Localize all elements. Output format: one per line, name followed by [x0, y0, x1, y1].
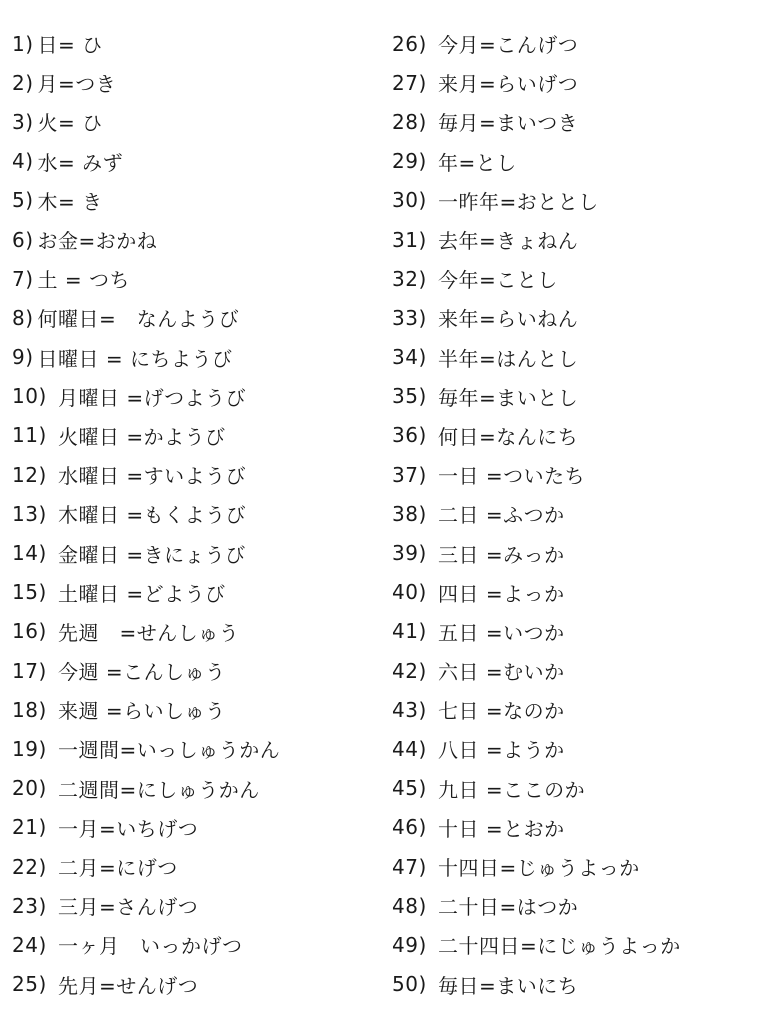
entry-text: 何曜日= なんようび: [37, 307, 240, 332]
vocab-entry: [392, 259, 762, 298]
entry-number: 28): [392, 109, 427, 134]
vocab-entry: [392, 886, 762, 925]
entry-text: 日= ひ: [37, 33, 103, 58]
entry-number: 29): [392, 149, 427, 174]
entry-text: 来年=らいねん: [438, 307, 579, 332]
entry-text: 二月=にげつ: [58, 856, 178, 881]
vocab-entry: [392, 24, 762, 63]
vocab-entry: [392, 847, 762, 886]
entry-number: 23): [12, 893, 47, 918]
entry-number: 9): [12, 345, 34, 370]
entry-text: 五日 =いつか: [438, 620, 565, 645]
entry-text: 火= ひ: [37, 111, 103, 136]
entry-text: 水曜日 =すいようび: [58, 464, 247, 489]
vocab-entry: [392, 63, 762, 102]
entry-text: 六日 =むいか: [438, 660, 565, 685]
entry-number: 39): [392, 541, 427, 566]
vocab-entry: [392, 690, 762, 729]
vocab-entry: [12, 965, 382, 1004]
entry-text: 四日 =よっか: [438, 581, 565, 606]
vocab-entry: [12, 338, 382, 377]
entry-number: 10): [12, 384, 47, 409]
entry-text: 木= き: [37, 189, 103, 214]
entry-number: 2): [12, 70, 34, 95]
vocab-entry: [392, 612, 762, 651]
vocab-entry: [392, 533, 762, 572]
entry-number: 31): [392, 227, 427, 252]
entry-number: 38): [392, 501, 427, 526]
entry-number: 7): [12, 266, 34, 291]
vocab-entry: [12, 63, 382, 102]
entry-text: 二十日=はつか: [438, 895, 579, 920]
entry-text: お金=おかね: [37, 229, 158, 254]
entry-text: 一日 =ついたち: [438, 464, 586, 489]
entry-text: 毎月=まいつき: [438, 111, 579, 136]
entry-number: 13): [12, 501, 47, 526]
vocab-entry: [392, 142, 762, 181]
entry-number: 33): [392, 305, 427, 330]
vocab-entry: [12, 651, 382, 690]
entry-number: 32): [392, 266, 427, 291]
entry-text: 毎年=まいとし: [438, 385, 579, 410]
entry-text: 去年=きょねん: [438, 229, 579, 254]
entry-number: 37): [392, 462, 427, 487]
entry-text: 三月=さんげつ: [58, 895, 199, 920]
entry-text: 水= みず: [37, 150, 124, 175]
entry-text: 毎日=まいにち: [438, 973, 579, 998]
vocab-entry: [12, 298, 382, 337]
entry-number: 43): [392, 697, 427, 722]
entry-number: 46): [392, 815, 427, 840]
entry-text: 来週 =らいしゅう: [58, 699, 226, 724]
vocab-entry: [12, 769, 382, 808]
vocab-entry: [12, 808, 382, 847]
vocab-entry: [392, 729, 762, 768]
entry-text: 月=つき: [37, 72, 117, 97]
entry-number: 1): [12, 31, 34, 56]
entry-number: 27): [392, 70, 427, 95]
entry-text: 土 = つち: [37, 268, 131, 293]
entry-text: 一昨年=おととし: [438, 189, 599, 214]
entry-text: 月曜日 =げつようび: [58, 385, 247, 410]
entry-number: 5): [12, 188, 34, 213]
vocab-entry: [12, 259, 382, 298]
entry-text: 半年=はんとし: [438, 346, 579, 371]
vocab-entry: [12, 612, 382, 651]
entry-number: 36): [392, 423, 427, 448]
entry-text: 日曜日 = にちようび: [37, 346, 233, 371]
entry-text: 十日 =とおか: [438, 816, 565, 841]
entry-number: 12): [12, 462, 47, 487]
vocab-entry: [392, 925, 762, 964]
entry-number: 47): [392, 854, 427, 879]
vocab-entry: [392, 338, 762, 377]
vocab-entry: [12, 925, 382, 964]
entry-text: 二週間=にしゅうかん: [58, 777, 260, 802]
entry-number: 21): [12, 815, 47, 840]
entry-text: 一ヶ月 いっかげつ: [58, 934, 243, 959]
entry-number: 44): [392, 736, 427, 761]
vocab-entry: [12, 533, 382, 572]
entry-text: 今月=こんげつ: [438, 33, 579, 58]
entry-number: 8): [12, 305, 34, 330]
entry-number: 20): [12, 776, 47, 801]
entry-number: 19): [12, 736, 47, 761]
entry-text: 八日 =ようか: [438, 738, 565, 763]
entry-text: 金曜日 =きにょうび: [58, 542, 246, 567]
entry-number: 25): [12, 972, 47, 997]
entry-number: 50): [392, 972, 427, 997]
vocab-entry: [12, 416, 382, 455]
entry-number: 18): [12, 697, 47, 722]
entry-text: 先月=せんげつ: [58, 973, 199, 998]
vocab-entry: [392, 416, 762, 455]
entry-text: 今年=ことし: [438, 268, 558, 293]
entry-text: 九日 =ここのか: [438, 777, 586, 802]
entry-number: 4): [12, 149, 34, 174]
entry-number: 40): [392, 580, 427, 605]
entry-number: 17): [12, 658, 47, 683]
left-column-list: [12, 24, 382, 1004]
entry-number: 3): [12, 109, 34, 134]
entry-number: 34): [392, 345, 427, 370]
entry-text: 一月=いちげつ: [58, 816, 199, 841]
entry-number: 11): [12, 423, 47, 448]
entry-number: 35): [392, 384, 427, 409]
entry-number: 15): [12, 580, 47, 605]
entry-text: 木曜日 =もくようび: [58, 503, 247, 528]
entry-number: 14): [12, 541, 47, 566]
entry-number: 42): [392, 658, 427, 683]
entry-text: 火曜日 =かようび: [58, 424, 226, 449]
entry-text: 何日=なんにち: [438, 424, 579, 449]
vocab-entry: [392, 377, 762, 416]
vocab-entry: [12, 847, 382, 886]
entry-text: 土曜日 =どようび: [58, 581, 226, 606]
vocab-entry: [12, 24, 382, 63]
vocab-entry: [392, 573, 762, 612]
vocab-entry: [392, 298, 762, 337]
vocab-entry: [392, 181, 762, 220]
entry-text: 三日 =みっか: [438, 542, 565, 567]
entry-text: 来月=らいげつ: [438, 72, 579, 97]
vocab-entry: [12, 142, 382, 181]
vocab-entry: [392, 455, 762, 494]
vocab-entry: [12, 494, 382, 533]
entry-text: 年=とし: [438, 150, 517, 175]
vocab-entry: [12, 102, 382, 141]
vocab-entry: [12, 455, 382, 494]
vocab-entry: [392, 651, 762, 690]
entry-number: 16): [12, 619, 47, 644]
right-column-list: [392, 24, 762, 1004]
entry-number: 49): [392, 932, 427, 957]
entry-text: 十四日=じゅうよっか: [438, 856, 640, 881]
entry-text: 一週間=いっしゅうかん: [58, 738, 281, 763]
vocab-entry: [12, 690, 382, 729]
entry-text: 二日 =ふつか: [438, 503, 565, 528]
entry-text: 今週 =こんしゅう: [58, 660, 226, 685]
vocab-entry: [12, 573, 382, 612]
vocab-entry: [12, 729, 382, 768]
vocab-entry: [392, 769, 762, 808]
entry-text: 七日 =なのか: [438, 699, 565, 724]
entry-text: 先週 =せんしゅう: [58, 620, 240, 645]
entry-number: 48): [392, 893, 427, 918]
entry-number: 22): [12, 854, 47, 879]
entry-number: 45): [392, 776, 427, 801]
vocab-entry: [392, 494, 762, 533]
vocab-entry: [392, 102, 762, 141]
entry-number: 24): [12, 932, 47, 957]
entry-number: 30): [392, 188, 427, 213]
entry-number: 41): [392, 619, 427, 644]
entry-number: 26): [392, 31, 427, 56]
entry-text: 二十四日=にじゅうよっか: [438, 934, 681, 959]
vocab-entry: [12, 181, 382, 220]
entry-number: 6): [12, 227, 34, 252]
vocab-entry: [392, 965, 762, 1004]
vocab-entry: [392, 220, 762, 259]
vocab-entry: [12, 886, 382, 925]
vocab-entry: [12, 377, 382, 416]
vocab-entry: [392, 808, 762, 847]
vocab-entry: [12, 220, 382, 259]
